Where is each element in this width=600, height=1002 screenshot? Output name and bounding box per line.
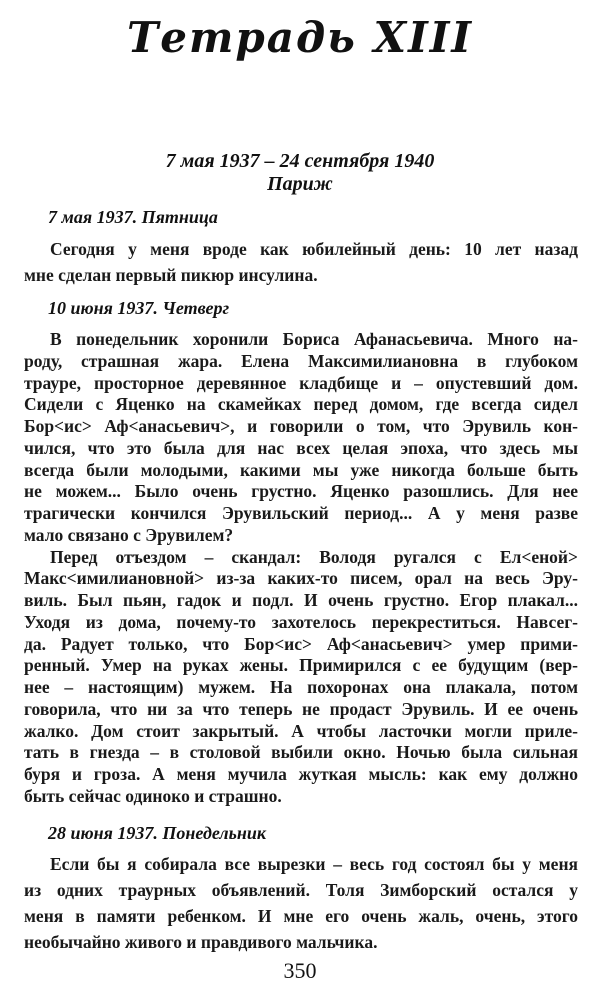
paragraph-line: из одних траурных объявлений. Толя Зимборский остался у xyxy=(24,880,578,900)
paragraph-line: чился, что это была для нас всех целая эпоха, что здесь мы xyxy=(24,438,578,458)
paragraph-line: В понедельник хоронили Бориса Афанасьевича. Много на- xyxy=(50,329,578,349)
paragraph-line: да. Радует только, что Бор<ис> Аф<анасьевич> умер прими- xyxy=(24,634,578,654)
chapter-title: Тетрадь XIII xyxy=(126,13,474,62)
paragraph-line: жалко. Дом стоит закрытый. А чтобы ласточки могли приле- xyxy=(24,721,578,741)
paragraph-line: трагически кончился Эрувильский период... А у меня разве xyxy=(24,503,578,523)
paragraph-line: Перед отъездом – скандал: Володя ругался с Ел<еной> xyxy=(50,547,578,567)
entry-date: 10 июня 1937. Четверг xyxy=(48,298,230,318)
paragraph-line: буря и гроза. А меня мучила жуткая мысль: как ему должно xyxy=(24,764,578,784)
paragraph-line: роду, страшная жара. Елена Максимилиановна в глубоком xyxy=(24,351,578,371)
paragraph-line: мне сделан первый пикюр инсулина. xyxy=(24,265,318,285)
paragraph-line: Уходя из дома, почему-то захотелось перекреститься. Навсег- xyxy=(24,612,578,632)
paragraph-line: Сидели с Яценко на скамейках перед домом, где всегда сидел xyxy=(24,394,578,414)
paragraph-line: Сегодня у меня вроде как юбилейный день: 10 лет назад xyxy=(50,239,578,259)
chapter-place: Париж xyxy=(267,173,333,195)
paragraph-line: меня в памяти ребенком. И мне его очень жаль, очень, этого xyxy=(24,906,578,926)
paragraph-line: всегда были молодыми, какими мы уже никогда больше быть xyxy=(24,460,578,480)
paragraph-line: трауре, просторное деревянное кладбище и – опустевший дом. xyxy=(24,373,578,393)
page-number: 350 xyxy=(283,958,317,983)
paragraph-line: не можем... Было очень грустно. Яценко разошлись. Для нее xyxy=(24,481,578,501)
paragraph-line: виль. Был пьян, гадок и подл. И очень грустно. Егор плакал... xyxy=(24,590,578,610)
paragraph-line: ренный. Умер на руках жены. Примирился с ее будущим (вер- xyxy=(24,655,578,675)
paragraph-line: Макс<имилиановной> из-за каких-то писем, орал на весь Эру- xyxy=(24,568,578,588)
paragraph-line: нее – настоящим) мужем. На похоронах она плакала, потом xyxy=(24,677,578,697)
chapter-period: 7 мая 1937 – 24 сентября 1940 xyxy=(165,150,435,172)
entry-date: 7 мая 1937. Пятница xyxy=(48,207,218,227)
paragraph-line: мало связано с Эрувилем? xyxy=(24,525,234,545)
paragraph-line: говорила, что ни за что теперь не продаст Эрувиль. И ее очень xyxy=(24,699,578,719)
paragraph-line: Бор<ис> Аф<анасьевич>, и говорили о том, что Эрувиль кон- xyxy=(24,416,578,436)
paragraph-line: быть сейчас одиноко и страшно. xyxy=(24,786,282,806)
paragraph-line: необычайно живого и правдивого мальчика. xyxy=(24,932,378,952)
paragraph-line: Если бы я собирала все вырезки – весь год состоял бы у меня xyxy=(50,854,578,874)
entry-date: 28 июня 1937. Понедельник xyxy=(48,823,267,843)
paragraph-line: тать в гнезда – в столовой выбили окно. Ночью была сильная xyxy=(24,742,578,762)
